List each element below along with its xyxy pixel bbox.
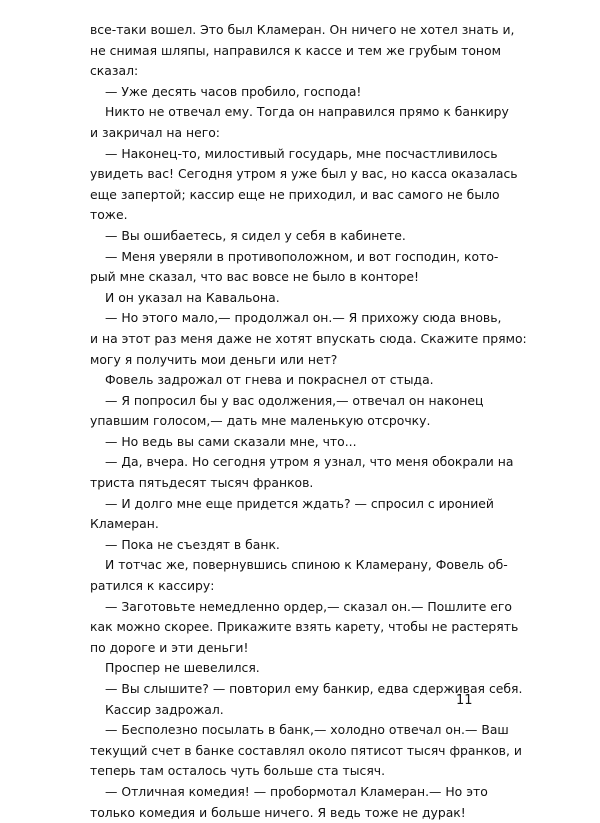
text-line: — Заготовьте немедленно ордер,— сказал он.— Пошлите его <box>105 598 513 614</box>
text-line: ратился к кассиру: <box>90 578 215 594</box>
text-line: упавшим голосом,— дать мне маленькую отсрочку. <box>90 413 431 429</box>
text-line: увидеть вас! Сегодня утром я уже был у вас, но касса оказалась <box>90 166 518 182</box>
text-line: Фовель задрожал от гнева и покраснел от стыда. <box>105 372 434 388</box>
text-line: — Отличная комедия! — пробормотал Кламеран.— Но это <box>105 783 488 799</box>
text-line: — Пока не съездят в банк. <box>105 536 280 552</box>
text-line: — Вы слышите? — повторил ему банкир, едва сдерживая себя. <box>105 681 523 696</box>
text-line: текущий счет в банке составлял около пятисот тысяч франков, и <box>90 742 522 758</box>
text-line: Кассир задрожал. <box>105 701 224 717</box>
text-line: — Наконец-то, милостивый государь, мне посчастливилось <box>105 145 498 161</box>
text-line: теперь там осталось чуть больше ста тысяч. <box>90 763 386 779</box>
text-line: триста пятьдесят тысяч франков. <box>90 475 314 491</box>
text-line: все-таки вошел. Это был Кламеран. Он ничего не хотел знать и, <box>90 22 515 37</box>
text-line: и закричал на него: <box>90 124 220 140</box>
text-line: — И долго мне еще придется ждать? — спросил с иронией <box>105 495 494 511</box>
text-line: и на этот раз меня даже не хотят впускать сюда. Скажите прямо: <box>90 330 527 346</box>
page-body-text <box>90 20 527 823</box>
text-line: И он указал на Кавальона. <box>105 289 280 305</box>
text-line: — Меня уверяли в противоположном, и вот господин, кото- <box>105 248 499 264</box>
text-line: рый мне сказал, что вас вовсе не было в конторе! <box>90 269 419 285</box>
text-line: — Бесполезно посылать в банк,— холодно отвечал он.— Ваш <box>105 722 509 738</box>
text-line: — Но ведь вы сами сказали мне, что... <box>105 433 357 449</box>
text-line: — Я попросил бы у вас одолжения,— отвечал он наконец <box>105 392 484 408</box>
text-line: И тотчас же, повернувшись спиною к Кламерану, Фовель об- <box>105 557 508 573</box>
text-line: сказал: <box>90 63 139 79</box>
text-line: — Да, вчера. Но сегодня утром я узнал, что меня обокрали на <box>105 454 514 470</box>
text-line: только комедия и больше ничего. Я ведь тоже не дурак! <box>90 804 466 820</box>
text-line: по дороге и эти деньги! <box>90 639 249 655</box>
text-line: как можно скорее. Прикажите взять карету, чтобы не растерять <box>90 619 519 635</box>
text-line: тоже. <box>90 207 128 223</box>
text-line: — Но этого мало,— продолжал он.— Я прихожу сюда вновь, <box>105 310 502 326</box>
text-line: Кламеран. <box>90 516 159 532</box>
text-line: — Уже десять часов пробило, господа! <box>105 83 362 99</box>
text-line: еще запертой; кассир еще не приходил, и вас самого не было <box>90 186 500 202</box>
text-line: Никто не отвечал ему. Тогда он направился прямо к банкиру <box>105 104 509 120</box>
text-line: Проспер не шевелился. <box>105 660 260 676</box>
text-line: — Вы ошибаетесь, я сидел у себя в кабинете. <box>105 227 406 243</box>
text-line: не снимая шляпы, направился к кассе и тем же грубым тоном <box>90 42 501 58</box>
page-number: 11 <box>456 693 473 708</box>
text-line: могу я получить мои деньги или нет? <box>90 351 338 367</box>
